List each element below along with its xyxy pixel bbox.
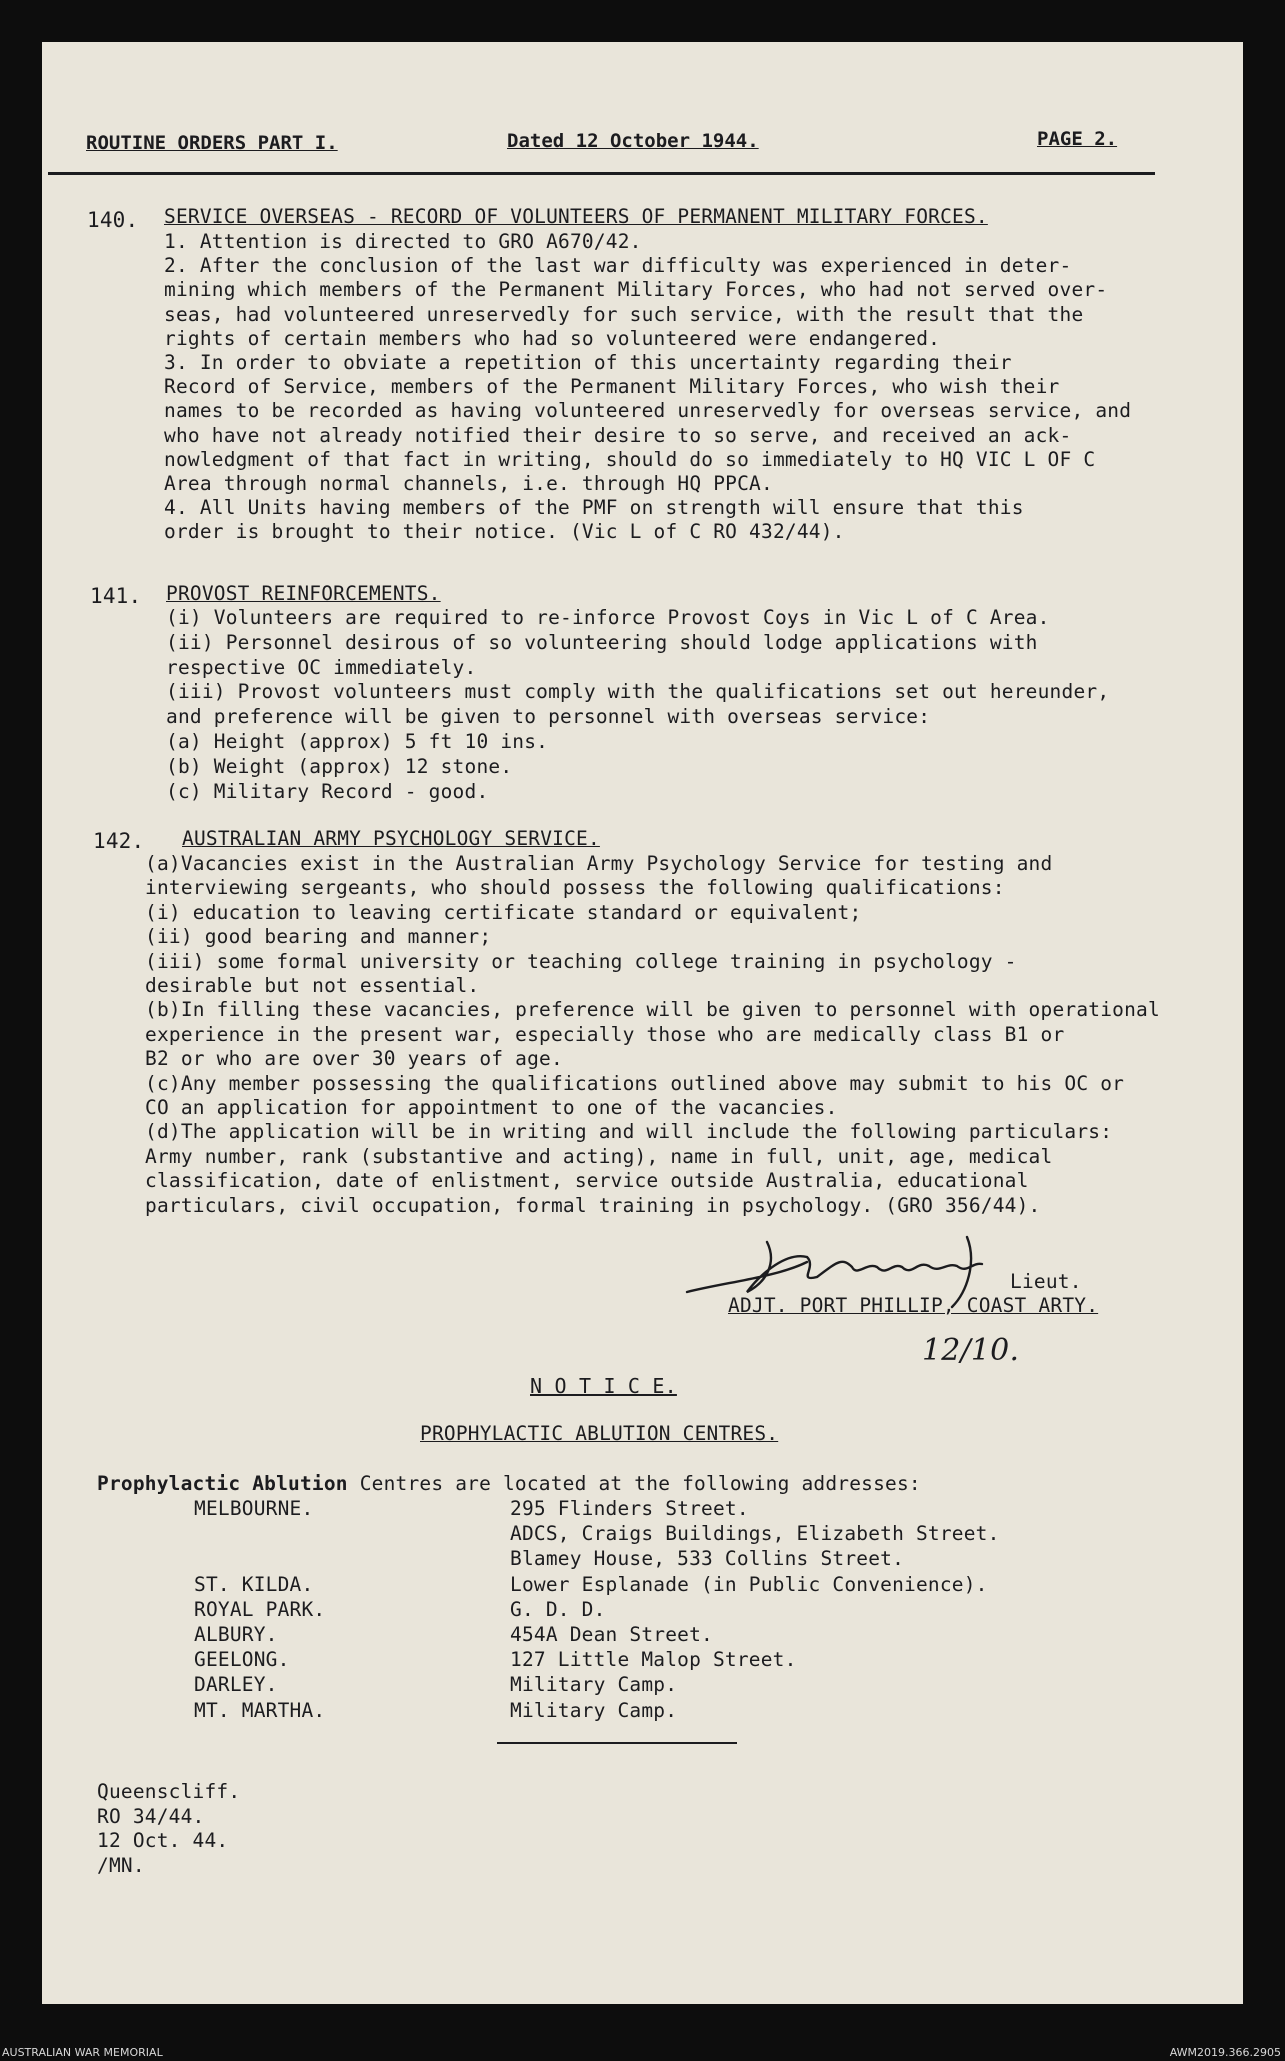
notice-intro-rest: Centres are located at the following addresses: [347, 1472, 921, 1495]
section-141-number: 141. [90, 584, 142, 608]
text-line: (i) Volunteers are required to re-inforce Provost Coys in Vic L of C Area. [166, 606, 1050, 629]
text-line: 4. All Units having members of the PMF on strength will ensure that this [164, 496, 1024, 520]
section-140-number: 140. [87, 208, 139, 232]
text-line: seas, had volunteered unreservedly for such service, with the result that the [164, 302, 1084, 326]
location-name: ROYAL PARK. [194, 1597, 326, 1621]
location-address: 454A Dean Street. [510, 1623, 713, 1646]
text-line: (d)The application will be in writing and will include the following particulars: [145, 1120, 1113, 1144]
location-address: Military Camp. [510, 1698, 678, 1722]
location-address: ADCS, Craigs Buildings, Elizabeth Street. [510, 1522, 1000, 1546]
text-line: (iii) Provost volunteers must comply with the qualifications set out hereunder, [166, 680, 1110, 704]
text-line: order is brought to their notice. (Vic L of C RO 432/44). [164, 520, 845, 544]
location-name: ST. KILDA. [194, 1572, 314, 1596]
footer-catalog-number: AWM2019.366.2905 [1169, 2046, 1281, 2059]
location-address: Blamey House, 533 Collins Street. [510, 1547, 905, 1571]
location-name: GEELONG. [194, 1648, 290, 1672]
notice-heading: N O T I C E. [530, 1374, 677, 1398]
text-line: particulars, civil occupation, formal training in psychology. (GRO 356/44). [145, 1193, 1041, 1217]
text-line: (b) Weight (approx) 12 stone. [166, 754, 513, 778]
text-line: (c)Any member possessing the qualifications outlined above may submit to his OC or [145, 1071, 1125, 1095]
section-141-title: PROVOST REINFORCEMENTS. [166, 582, 441, 605]
notice-rule [497, 1742, 737, 1744]
location-address: G. D. D. [510, 1597, 606, 1621]
text-line: 1. Attention is directed to GRO A670/42. [164, 230, 642, 253]
text-line: B2 or who are over 30 years of age. [145, 1047, 563, 1071]
text-line: experience in the present war, especially those who are medically class B1 or [145, 1022, 1065, 1046]
text-line: nowledgment of that fact in writing, should do so immediately to HQ VIC L OF C [164, 447, 1096, 471]
text-line: Record of Service, members of the Permanent Military Forces, who wish their [164, 375, 1060, 399]
text-line: and preference will be given to personnel with overseas service: [166, 705, 931, 729]
header-date: Dated 12 October 1944. [507, 130, 759, 152]
notice-subheading: PROPHYLACTIC ABLUTION CENTRES. [420, 1422, 779, 1445]
location-address: 127 Little Malop Street. [510, 1648, 797, 1672]
footer-institution: AUSTRALIAN WAR MEMORIAL [2, 2046, 163, 2059]
text-line: (a) Height (approx) 5 ft 10 ins. [166, 730, 549, 753]
location-address: Military Camp. [510, 1673, 678, 1697]
signature-title: ADJT. PORT PHILLIP, COAST ARTY. [728, 1294, 1099, 1317]
text-line: desirable but not essential. [145, 974, 480, 997]
text-line: interviewing sergeants, who should possess the following qualifications: [145, 876, 1005, 900]
text-line: Army number, rank (substantive and acting), name in full, unit, age, medical [145, 1144, 1053, 1168]
header-page: PAGE 2. [1037, 128, 1118, 150]
closing-line: 12 Oct. 44. [97, 1829, 229, 1852]
section-142-title: AUSTRALIAN ARMY PSYCHOLOGY SERVICE. [182, 827, 600, 850]
text-line: (a)Vacancies exist in the Australian Army Psychology Service for testing and [145, 852, 1053, 875]
text-line: (ii) good bearing and manner; [145, 925, 492, 949]
text-line: mining which members of the Permanent Military Forces, who had not served over- [164, 278, 1108, 302]
location-name: MT. MARTHA. [194, 1698, 326, 1722]
location-address: 295 Flinders Street. [510, 1497, 749, 1520]
text-line: names to be recorded as having volunteered unreservedly for overseas service, and [164, 399, 1132, 423]
text-line: (b)In filling these vacancies, preference will be given to personnel with operational [145, 998, 1160, 1022]
location-address: Lower Esplanade (in Public Convenience). [510, 1572, 988, 1596]
closing-line: /MN. [97, 1853, 145, 1877]
text-line: 3. In order to obviate a repetition of this uncertainty regarding their [164, 351, 1012, 374]
header-left: ROUTINE ORDERS PART I. [86, 132, 338, 154]
text-line: classification, date of enlistment, service outside Australia, educational [145, 1169, 1029, 1193]
closing-line: Queenscliff. [97, 1780, 241, 1803]
location-name: MELBOURNE. [194, 1497, 314, 1520]
text-line: (ii) Personnel desirous of so volunteering should lodge applications with [166, 630, 1038, 654]
document-page [42, 42, 1243, 2004]
closing-line: RO 34/44. [97, 1804, 205, 1828]
notice-intro-bold: Prophylactic Ablution [97, 1472, 348, 1495]
notice-intro [97, 1472, 921, 1496]
text-line: 2. After the conclusion of the last war difficulty was experienced in deter- [164, 254, 1072, 278]
section-140-title: SERVICE OVERSEAS - RECORD OF VOLUNTEERS OF PERMANENT MILITARY FORCES. [164, 205, 988, 228]
text-line: (i) education to leaving certificate standard or equivalent; [145, 900, 862, 924]
text-line: Area through normal channels, i.e. through HQ PPCA. [164, 472, 773, 495]
signature-rank: Lieut. [1010, 1270, 1082, 1293]
text-line: CO an application for appointment to one of the vacancies. [145, 1096, 838, 1119]
text-line: rights of certain members who had so volunteered were endangered. [164, 326, 941, 350]
header-rule [48, 172, 1155, 175]
section-142-number: 142. [93, 829, 145, 853]
text-line: (iii) some formal university or teaching college training in psychology - [145, 949, 1017, 973]
handwritten-date: 12/10. [922, 1333, 1020, 1368]
text-line: (c) Military Record - good. [166, 779, 489, 803]
text-line: who have not already notified their desire to so serve, and received an ack- [164, 423, 1072, 447]
location-name: DARLEY. [194, 1673, 278, 1697]
text-line: respective OC immediately. [166, 655, 477, 679]
location-name: ALBURY. [194, 1623, 278, 1646]
